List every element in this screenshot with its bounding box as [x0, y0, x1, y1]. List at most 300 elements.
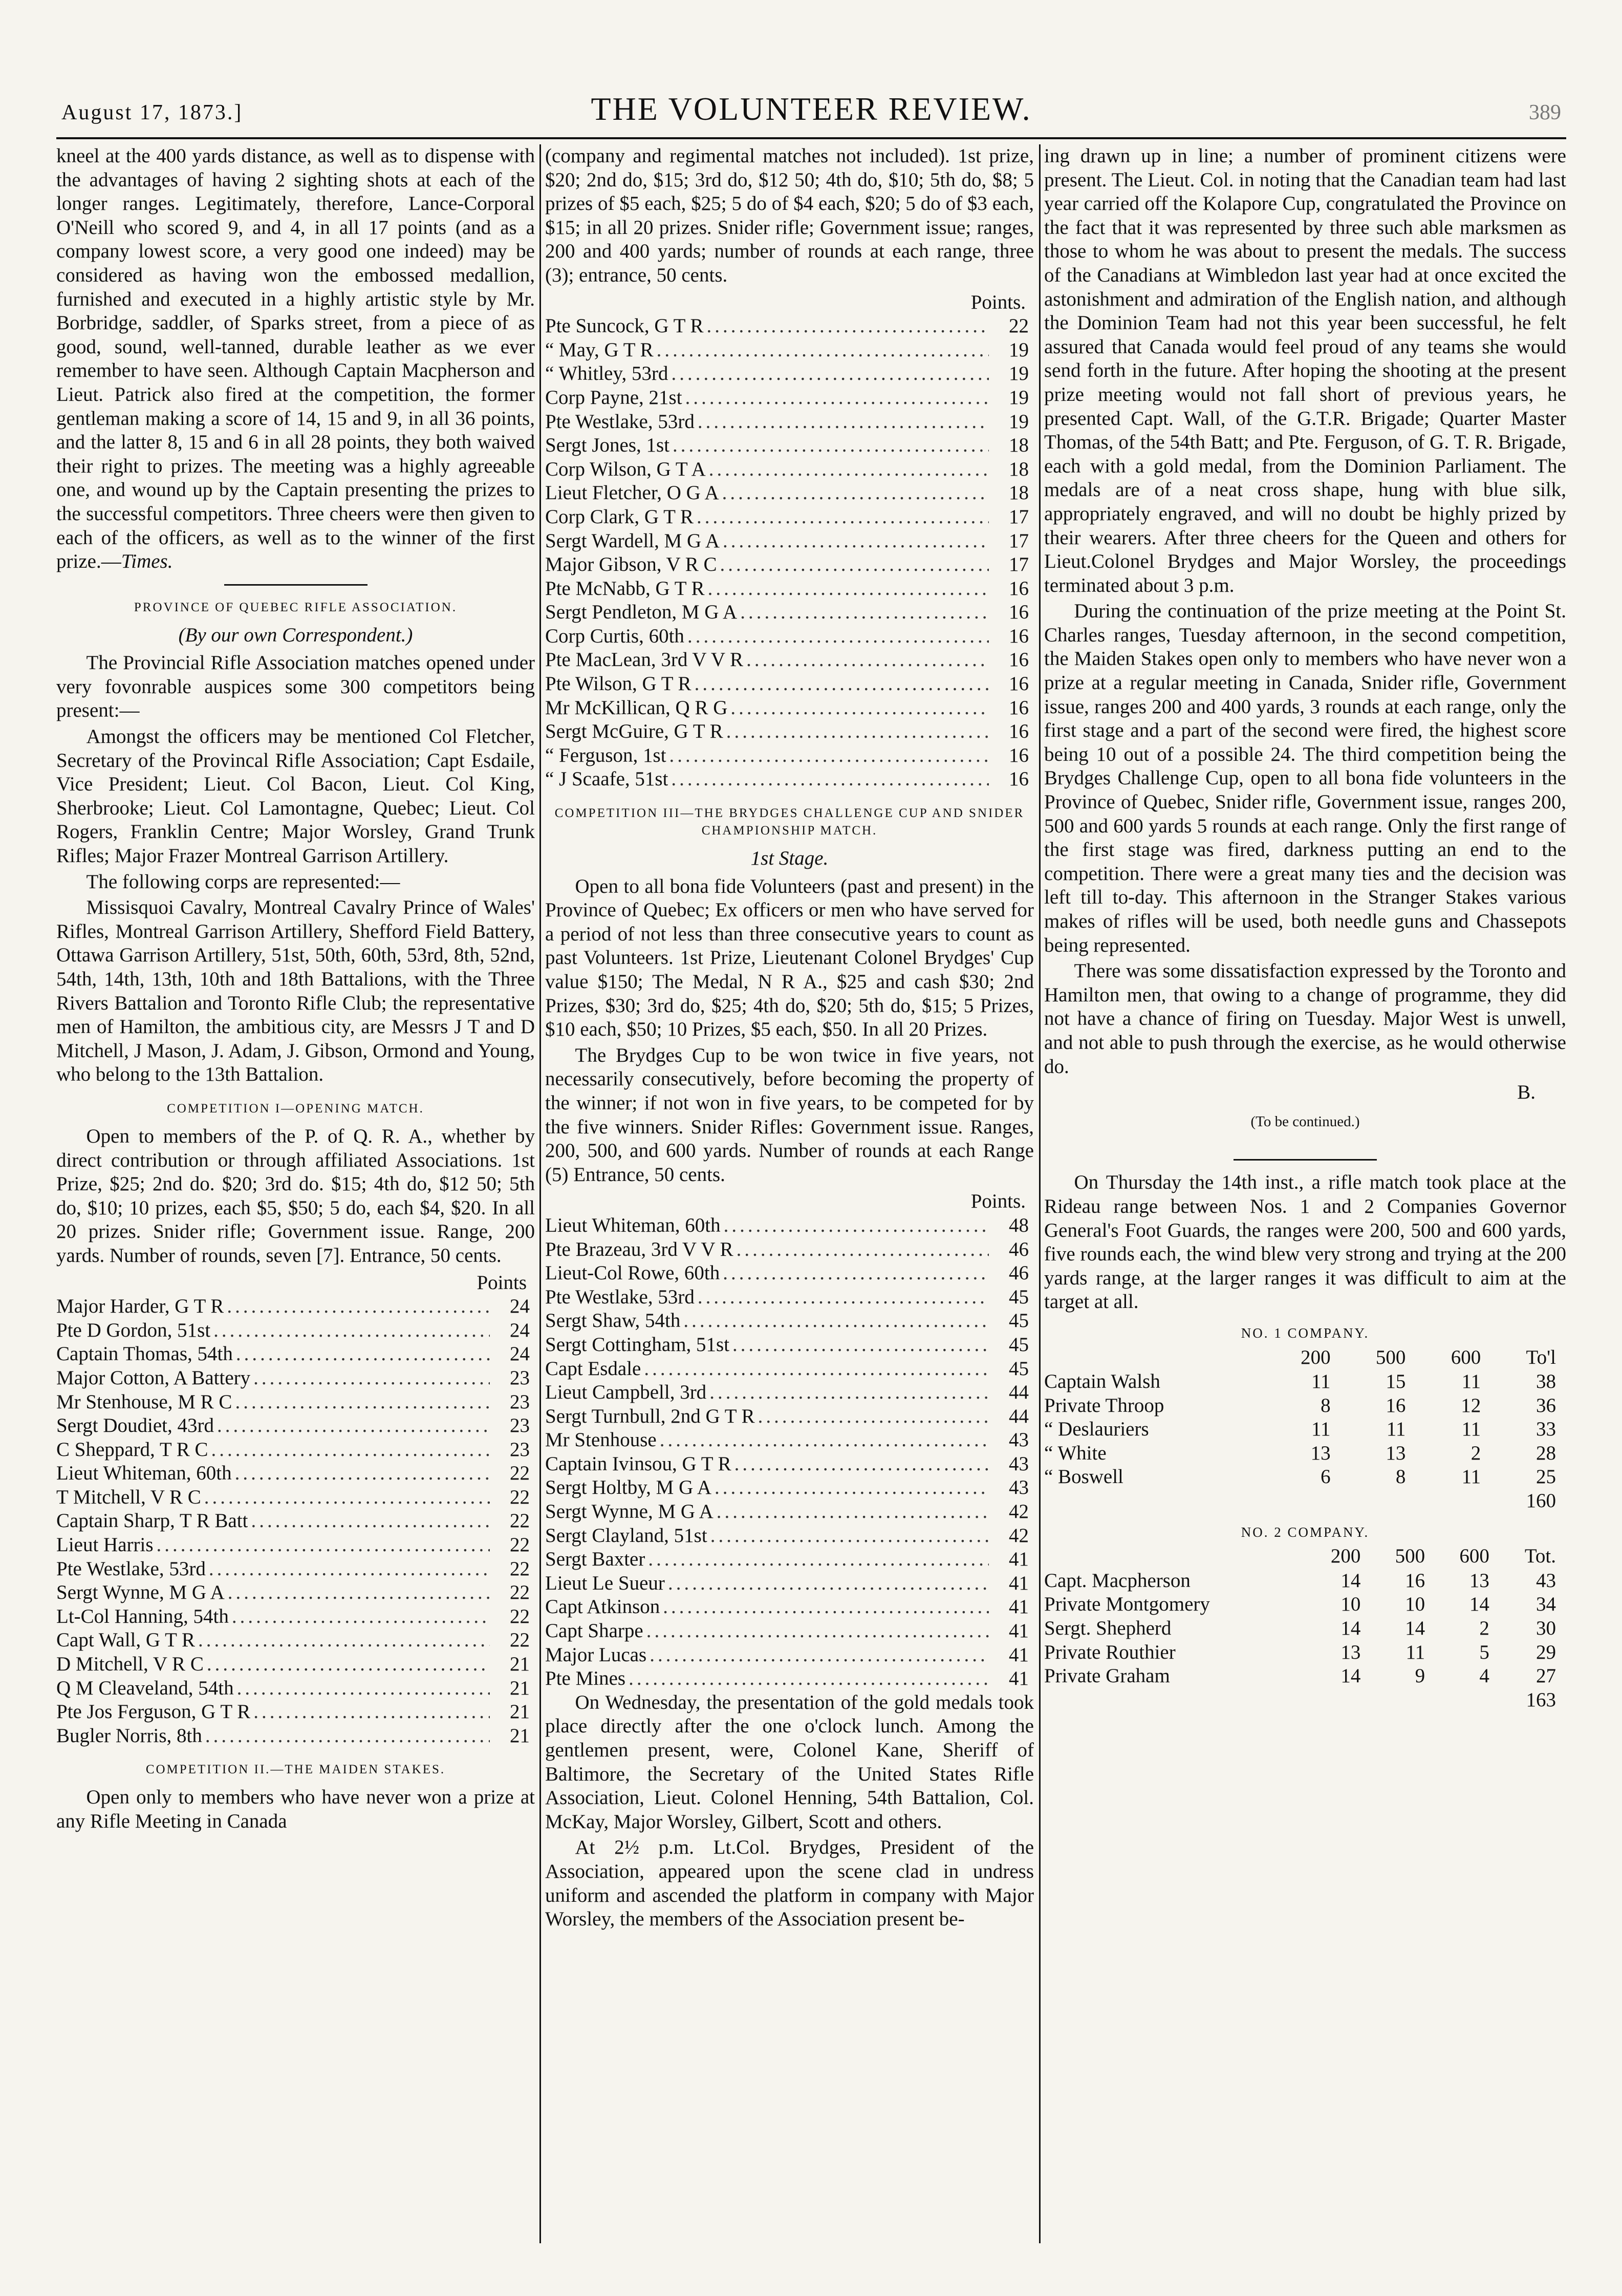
result-row — [545, 1309, 1034, 1333]
competitor-name: Pte Brazeau, 3rd V V R — [545, 1238, 733, 1260]
paragraph: During the continuation of the prize meeting at the Point St. Charles ranges, Tuesday afternoon, in the second competition, the Maiden Stakes open only to members who have never won a prize at a regular meeting in Canada, Snider rifle, Government issue, ranges 200 and 400 yards, 3 rounds at each range, only the first stage and a part of the second were fired, the highest score being 10 out of a possible 24. The third competition being the Brydges Challenge Cup, open to all bona fide volunteers in the Province of Quebec, Snider rifle, Government issue, ranges 200, 500 and 600 yards 5 rounds at each range. Only the first range of the first stage was fired, darkness putting an end to the competition. There were a great many ties and the decision was left till to-day. This afternoon in the Stranger Stakes various makes of rifles will be used, both needle guns and Chassepots being represented. — [1044, 600, 1566, 956]
result-row — [56, 1342, 535, 1366]
column-rule — [1039, 144, 1041, 2243]
leader-dots — [734, 1452, 989, 1476]
leader-dots — [708, 577, 989, 601]
score-cell: 11 — [1405, 1641, 1425, 1663]
section-divider — [224, 584, 367, 586]
competitor-name: Lieut Campbell, 3rd — [545, 1381, 707, 1404]
shooter-name: Captain Walsh — [1044, 1370, 1160, 1393]
result-row — [545, 1476, 1034, 1500]
result-row — [545, 720, 1034, 744]
competitor-name: Sergt Jones, 1st — [545, 434, 670, 457]
score-cell: 9 — [1415, 1665, 1425, 1687]
score-row — [1044, 1641, 1566, 1665]
competitor-points: 16 — [1009, 744, 1029, 766]
column-header: 600 — [1459, 1545, 1489, 1568]
result-row — [545, 672, 1034, 696]
result-row — [545, 1285, 1034, 1310]
competitor-points: 41 — [1009, 1667, 1029, 1690]
competitor-name: Mr McKillican, Q R G — [545, 696, 728, 719]
competitor-name: “ J Scaafe, 51st — [545, 768, 668, 790]
result-row — [545, 1500, 1034, 1524]
competition-heading: COMPETITION I—OPENING MATCH. — [167, 1101, 424, 1115]
leader-dots — [644, 1357, 989, 1381]
score-cell: 11 — [1386, 1418, 1406, 1441]
leader-dots — [732, 1333, 989, 1357]
competitor-points: 44 — [1009, 1381, 1029, 1404]
result-row — [545, 1428, 1034, 1452]
top-page-number: 389 — [1529, 101, 1561, 124]
competitor-name: Lieut Fletcher, O G A — [545, 482, 719, 504]
result-row — [545, 1548, 1034, 1572]
competitor-points: 16 — [1009, 601, 1029, 624]
score-row — [1044, 1394, 1566, 1418]
leader-dots — [198, 1628, 490, 1653]
result-row — [545, 1333, 1034, 1357]
result-row — [56, 1486, 535, 1510]
leader-dots — [687, 625, 989, 649]
shooter-name: “ Deslauriers — [1044, 1418, 1149, 1441]
column-1 — [56, 144, 535, 2243]
competitor-name: Sergt Cottingham, 51st — [545, 1333, 730, 1356]
results-list — [545, 314, 1034, 791]
byline: (By our own Correspondent.) — [178, 624, 413, 646]
points-header: Points. — [970, 1190, 1026, 1213]
competitor-points: 43 — [1009, 1429, 1029, 1451]
competitor-points: 45 — [1009, 1357, 1029, 1380]
result-row — [545, 1214, 1034, 1238]
leader-dots — [723, 529, 989, 553]
result-row — [545, 1381, 1034, 1405]
competitor-name: “ Whitley, 53rd — [545, 362, 668, 385]
leader-dots — [671, 767, 989, 791]
result-row — [545, 767, 1034, 791]
competition-rules: The Brydges Cup to be won twice in five years, not necessarily consecutively, before becoming the property of the winner; if not won in five years, to be competed for by the five winners. Snider Rifles: Government issue. Ranges, 200, 500, and 600 yards. Number of rounds at each Range (5) Entrance, 50 cents. — [545, 1044, 1034, 1186]
paragraph: ing drawn up in line; a number of prominent citizens were present. The Lieut. Col. in noting that the Canadian team had last year carried off the Kolapore Cup, congratulated the Province on the fact that it was represented by three such able marksmen as those to whom he was about to present the medals. The success of the Canadians at Wimbledon last year had at once excited the astonishment and admiration of the English nation, and although the Dominion Team had not this year been successful, he felt assured that Canada would feel proud of any teams she would send forth in the future. After hoping the shooting at the present prize meeting would not fall short of previous years, he presented Capt. Wall, of the G.T.R. Brigade; Quarter Master Thomas, of the 54th Batt; and Pte. Ferguson, of G. T. R. Brigade, each with a gold medal, from the Dominion Parliament. The medals are of a neat cross shape, hung with blue silk, appropriately engraved, and will no doubt be highly prized by their wearers. After three cheers for the Queen and others for Lieut.Colonel Brydges and Major Worsley, the proceedings terminated about 3 p.m. — [1044, 145, 1566, 596]
score-cell: 33 — [1536, 1418, 1556, 1441]
score-table-header — [1044, 1544, 1566, 1569]
competitor-points: 19 — [1009, 338, 1029, 361]
score-row — [1044, 1617, 1566, 1641]
competitor-points: 17 — [1009, 529, 1029, 552]
leader-dots — [671, 362, 989, 386]
leader-dots — [648, 1548, 989, 1572]
result-row — [545, 600, 1034, 625]
signature: B. — [1517, 1081, 1536, 1104]
competitor-name: Sergt Wynne, M G A — [56, 1581, 225, 1604]
column-header: 200 — [1301, 1346, 1331, 1368]
result-row — [545, 362, 1034, 386]
leader-dots — [697, 505, 989, 529]
score-cell: 38 — [1536, 1370, 1556, 1393]
score-cell: 13 — [1340, 1641, 1361, 1663]
leader-dots — [235, 1462, 490, 1486]
competitor-name: Lieut Le Sueur — [545, 1572, 665, 1594]
competitor-points: 21 — [510, 1677, 530, 1699]
score-cell: 15 — [1386, 1370, 1406, 1393]
competitor-name: C Sheppard, T R C — [56, 1438, 208, 1461]
competitor-points: 18 — [1009, 434, 1029, 457]
score-row — [1044, 1418, 1566, 1442]
score-row — [1044, 1664, 1566, 1688]
competitor-name: Capt Esdale — [545, 1357, 641, 1380]
competitor-name: Sergt Doudiet, 43rd — [56, 1414, 214, 1437]
competitor-name: Pte McNabb, G T R — [545, 577, 705, 599]
result-row — [56, 1533, 535, 1557]
score-cell: 28 — [1536, 1442, 1556, 1464]
competitor-points: 22 — [510, 1510, 530, 1532]
result-row — [545, 625, 1034, 649]
leader-dots — [217, 1414, 490, 1438]
leader-dots — [722, 481, 989, 505]
result-row — [545, 505, 1034, 529]
leader-dots — [668, 1572, 989, 1596]
paragraph: Amongst the officers may be mentioned Col Fletcher, Secretary of the Provincal Rifle Association; Capt Esdaile, Vice President; Lieut. Col Bacon, Lieut. Col King, Sherbrooke; Lieut. Col Lamontagne, Quebec; Lieut. Col Rogers, Franklin Centre; Major Worsley, Grand Trunk Rifles; Major Frazer Montreal Garrison Artillery. — [56, 725, 535, 867]
competition-heading: COMPETITION III—THE BRYDGES CHALLENGE CUP AND SNIDER CHAMPIONSHIP MATCH. — [554, 806, 1025, 838]
leader-dots — [730, 696, 989, 720]
leader-dots — [236, 1342, 490, 1366]
competitor-name: Sergt Wynne, M G A — [545, 1500, 713, 1523]
competitor-points: 48 — [1009, 1214, 1029, 1236]
competitor-name: Corp Curtis, 60th — [545, 625, 684, 647]
score-cell: 11 — [1311, 1418, 1331, 1441]
paragraph: The Provincial Rifle Association matches opened under very fovonrable auspices some 300 competitors being present:— — [56, 652, 535, 722]
competitor-points: 24 — [510, 1343, 530, 1365]
leader-dots — [758, 1405, 989, 1429]
leader-dots — [746, 648, 989, 672]
score-cell: 8 — [1395, 1466, 1406, 1488]
competitor-points: 16 — [1009, 720, 1029, 743]
publication-title: THE VOLUNTEER REVIEW. — [591, 91, 1032, 127]
leader-dots — [710, 1524, 989, 1548]
competitor-points: 23 — [510, 1390, 530, 1413]
column-header: 500 — [1395, 1545, 1425, 1568]
competitor-points: 22 — [1009, 315, 1029, 337]
score-cell: 12 — [1461, 1394, 1481, 1417]
leader-dots — [709, 458, 989, 482]
competitor-points: 24 — [510, 1319, 530, 1341]
header-rule — [56, 137, 1566, 139]
column-header: To'l — [1526, 1346, 1556, 1368]
competitor-name: Major Gibson, V R C — [545, 553, 717, 576]
competitor-points: 18 — [1009, 482, 1029, 504]
score-cell: 8 — [1321, 1394, 1331, 1417]
result-row — [56, 1724, 535, 1748]
issue-date: August 17, 1873.] — [61, 101, 243, 124]
competitor-name: Captain Thomas, 54th — [56, 1343, 233, 1365]
result-row — [545, 410, 1034, 434]
competitor-points: 16 — [1009, 696, 1029, 719]
score-cell: 11 — [1461, 1370, 1481, 1393]
leader-dots — [695, 672, 989, 696]
score-cell: 11 — [1461, 1466, 1481, 1488]
result-row — [56, 1390, 535, 1414]
competitor-name: Sergt McGuire, G T R — [545, 720, 723, 743]
column-3 — [1044, 144, 1566, 2243]
competitor-name: Sergt Turnbull, 2nd G T R — [545, 1405, 755, 1427]
shooter-name: Sergt. Shepherd — [1044, 1617, 1172, 1640]
result-row — [545, 1405, 1034, 1429]
competitor-name: Lieut Harris — [56, 1534, 154, 1556]
competitor-points: 17 — [1009, 553, 1029, 576]
score-cell: 14 — [1405, 1617, 1425, 1640]
score-cell: 27 — [1536, 1665, 1556, 1687]
competitor-name: Pte D Gordon, 51st — [56, 1319, 211, 1341]
competitor-name: Pte Westlake, 53rd — [56, 1557, 206, 1580]
results-list — [56, 1295, 535, 1748]
leader-dots — [207, 1653, 490, 1677]
leader-dots — [251, 1509, 490, 1533]
competitor-name: Pte Suncock, G T R — [545, 315, 704, 337]
competitor-name: Bugler Norris, 8th — [56, 1724, 202, 1747]
competitor-name: Captain Sharp, T R Batt — [56, 1510, 248, 1532]
result-row — [56, 1581, 535, 1605]
competitor-points: 44 — [1009, 1405, 1029, 1427]
result-row — [56, 1319, 535, 1343]
score-cell: 29 — [1536, 1641, 1556, 1663]
score-table — [1044, 1544, 1566, 1688]
company-total: 163 — [1526, 1688, 1556, 1711]
competitor-points: 43 — [1009, 1452, 1029, 1475]
competitor-points: 19 — [1009, 386, 1029, 409]
result-row — [545, 696, 1034, 720]
competitor-name: “ May, G T R — [545, 338, 654, 361]
competitor-points: 42 — [1009, 1500, 1029, 1523]
score-cell: 14 — [1340, 1665, 1361, 1687]
competitor-name: Mr Stenhouse, M R C — [56, 1390, 232, 1413]
competitor-name: Pte Jos Ferguson, G T R — [56, 1701, 251, 1723]
score-cell: 36 — [1536, 1394, 1556, 1417]
result-row — [545, 553, 1034, 577]
result-row — [545, 1667, 1034, 1691]
result-row — [56, 1628, 535, 1653]
competitor-points: 23 — [510, 1438, 530, 1461]
leader-dots — [726, 720, 989, 744]
score-cell: 25 — [1536, 1466, 1556, 1488]
stage-label: 1st Stage. — [750, 847, 829, 870]
competitor-name: Captain Ivinsou, G T R — [545, 1452, 731, 1475]
result-row — [56, 1557, 535, 1581]
leader-dots — [629, 1667, 989, 1691]
leader-dots — [669, 744, 989, 768]
competitor-points: 16 — [1009, 673, 1029, 695]
points-header: Points — [477, 1271, 527, 1294]
competitor-points: 45 — [1009, 1333, 1029, 1356]
leader-dots — [715, 1476, 989, 1500]
result-row — [545, 434, 1034, 458]
score-cell: 11 — [1311, 1370, 1331, 1393]
result-row — [545, 386, 1034, 410]
column-header: 600 — [1451, 1346, 1481, 1368]
column-2 — [545, 144, 1034, 2243]
column-header — [1044, 1544, 1307, 1569]
competitor-name: Lieut-Col Rowe, 60th — [545, 1262, 720, 1284]
leader-dots — [253, 1700, 490, 1724]
competitor-points: 21 — [510, 1653, 530, 1676]
leader-dots — [204, 1486, 490, 1510]
result-row — [56, 1653, 535, 1677]
article-source: Times. — [121, 550, 173, 573]
result-row — [56, 1605, 535, 1629]
shooter-name: “ White — [1044, 1442, 1107, 1464]
score-cell: 13 — [1469, 1569, 1489, 1592]
competitor-points: 41 — [1009, 1572, 1029, 1594]
competitor-points: 22 — [510, 1581, 530, 1604]
leader-dots — [698, 1285, 989, 1310]
result-row — [56, 1438, 535, 1462]
competitor-points: 23 — [510, 1414, 530, 1437]
competitor-points: 22 — [510, 1557, 530, 1580]
competitor-points: 22 — [510, 1462, 530, 1485]
competitor-name: Q M Cleaveland, 54th — [56, 1677, 234, 1699]
competitor-name: Capt Atkinson — [545, 1596, 660, 1618]
result-row — [545, 1595, 1034, 1619]
competitor-name: Major Harder, G T R — [56, 1295, 224, 1318]
competitor-name: Lieut Whiteman, 60th — [56, 1462, 232, 1485]
score-row — [1044, 1593, 1566, 1617]
leader-dots — [232, 1605, 490, 1629]
competitor-points: 23 — [510, 1366, 530, 1389]
competitor-points: 17 — [1009, 505, 1029, 528]
result-row — [545, 1572, 1034, 1596]
leader-dots — [211, 1438, 490, 1462]
competition-description: Open to members of the P. of Q. R. A., whether by direct contribution or through affiliated Associations. 1st Prize, $25; 2nd do. $20; 3rd do. $15; 4th do, $12 50; 5th do, $10; 10 prizes, each $5, $50; 5 do, each $4, $20. In all 20 prizes. Snider rifle; Government issue. Range, 200 yards. Number of rounds, seven [7]. Entrance, 50 cents. — [56, 1125, 535, 1267]
result-row — [545, 1619, 1034, 1643]
score-cell: 14 — [1340, 1569, 1361, 1592]
leader-dots — [720, 553, 989, 577]
score-cell: 14 — [1469, 1593, 1489, 1616]
result-row — [545, 1643, 1034, 1667]
competitor-name: Lieut Whiteman, 60th — [545, 1214, 721, 1236]
competitor-name: Pte Wilson, G T R — [545, 673, 691, 695]
paragraph: Missisquoi Cavalry, Montreal Cavalry Prince of Wales' Rifles, Montreal Garrison Artillery, Shefford Field Battery, Ottawa Garrison Artillery, 51st, 50th, 60th, 53rd, 8th, 52nd, 54th, 14th, 13th, 10th and 18th Battalions, with the Three Rivers Battalion and Toronto Rifle Club; the representative men of Hamilton, the ambitious city, are Messrs J T and D Mitchell, J Mason, J. Adam, J. Gibson, Ormond and Young, who belong to the 13th Battalion. — [56, 896, 535, 1086]
competitor-name: Corp Payne, 21st — [545, 386, 682, 409]
leader-dots — [723, 1261, 989, 1285]
paragraph: The following corps are represented:— — [86, 870, 400, 893]
leader-dots — [650, 1643, 989, 1667]
competitor-name: Sergt Clayland, 51st — [545, 1524, 707, 1547]
competitor-name: Capt Sharpe — [545, 1620, 643, 1642]
competitor-points: 19 — [1009, 362, 1029, 385]
result-row — [545, 1357, 1034, 1381]
competitor-name: Capt Wall, G T R — [56, 1629, 195, 1651]
score-cell: 34 — [1536, 1593, 1556, 1616]
score-cell: 16 — [1386, 1394, 1406, 1417]
competition-description: Open only to members who have never won a prize at any Rifle Meeting in Canada — [56, 1786, 535, 1832]
leader-dots — [707, 314, 989, 338]
column-header: 500 — [1375, 1346, 1406, 1368]
competitor-name: Corp Wilson, G T A — [545, 458, 706, 480]
results-list — [545, 1214, 1034, 1691]
column-header: Tot. — [1524, 1545, 1556, 1568]
competitor-points: 18 — [1009, 458, 1029, 480]
competitor-points: 21 — [510, 1724, 530, 1747]
leader-dots — [253, 1366, 490, 1390]
score-cell: 13 — [1386, 1442, 1406, 1464]
competitor-name: Pte Westlake, 53rd — [545, 410, 695, 433]
score-row — [1044, 1569, 1566, 1593]
result-row — [545, 481, 1034, 505]
competitor-name: Sergt Wardell, M G A — [545, 529, 720, 552]
score-cell: 10 — [1340, 1593, 1361, 1616]
competitor-points: 22 — [510, 1605, 530, 1627]
score-cell: 10 — [1405, 1593, 1425, 1616]
competitor-name: Sergt Baxter — [545, 1548, 645, 1571]
points-header: Points. — [970, 291, 1026, 313]
paragraph: At 2½ p.m. Lt.Col. Brydges, President of the Association, appeared upon the scene clad in undress uniform and ascended the platform in company with Major Worsley, the members of the Association present be- — [545, 1836, 1034, 1930]
score-cell: 2 — [1470, 1442, 1481, 1464]
competitor-points: 46 — [1009, 1238, 1029, 1260]
competitor-name: Sergt Pendleton, M G A — [545, 601, 738, 624]
leader-dots — [227, 1295, 490, 1319]
competitor-name: T Mitchell, V R C — [56, 1486, 201, 1508]
competitor-points: 22 — [510, 1629, 530, 1651]
competitor-points: 24 — [510, 1295, 530, 1318]
article-continuation — [56, 144, 535, 574]
competitor-points: 45 — [1009, 1310, 1029, 1332]
score-cell: 6 — [1321, 1466, 1331, 1488]
article-text: kneel at the 400 yards distance, as well as to dispense with the advantages of having 2 sighting shots at each of the longer ranges. Legitimately, therefore, Lance-Corporal O'Neill who scored 9, and 4, in all 17 points (and as a company lowest score, a very good one indeed) may be considered as having won the embossed medallion, furnished and executed in a highly artistic style by Mr. Borbridge, saddler, of Sparks street, from a piece of as good, sound, well-tanned, durable leather as we ever remember to have seen. Although Captain Macpherson and Lieut. Patrick also fired at the competition, the former gentleman making a score of 14, 15 and 9, in all 36 points, and the latter 8, 15 and 6 in all 28 points, they both waived their right to prizes. The meeting was a highly agreeable one, and wound up by the Captain presenting the prizes to the successful competitors. Three cheers were then given to each of the officers, as well as to the winner of the first prize.— — [56, 145, 535, 573]
leader-dots — [740, 600, 989, 625]
leader-dots — [660, 1428, 989, 1452]
competitor-points: 46 — [1009, 1262, 1029, 1284]
column-rule — [539, 144, 541, 2243]
column-header: 200 — [1330, 1545, 1361, 1568]
leader-dots — [724, 1214, 989, 1238]
competitor-points: 16 — [1009, 577, 1029, 599]
score-cell: 5 — [1479, 1641, 1489, 1663]
result-row — [56, 1677, 535, 1701]
leader-dots — [657, 338, 989, 362]
competitor-points: 16 — [1009, 768, 1029, 790]
leader-dots — [683, 1309, 989, 1333]
result-row — [545, 1452, 1034, 1476]
score-cell: 13 — [1310, 1442, 1331, 1464]
paragraph: On Thursday the 14th inst., a rifle match took place at the Rideau range between Nos. 1 and 2 Companies Governor General's Foot Guards, the ranges were 200, 500 and 600 yards, five rounds each, the wind blew very strong and trying at the 200 yards range, at the larger ranges it was difficult to aim at the target at all. — [1044, 1171, 1566, 1313]
competitor-points: 19 — [1009, 410, 1029, 433]
competitor-points: 22 — [510, 1486, 530, 1508]
result-row — [56, 1295, 535, 1319]
competition-description: (company and regimental matches not included). 1st prize, $20; 2nd do, $15; 3rd do, $12 50; 4th do, $10; 5th do, $8; 5 prizes of $5 each, $25; 5 do of $4 each, $20; 5 do of $3 each, $15; in all 20 prizes. Snider rifle; Government issue; ranges, 200 and 400 yards; number of rounds at each range, three (3); entrance, 50 cents. — [545, 145, 1034, 286]
competitor-points: 43 — [1009, 1476, 1029, 1499]
competitor-name: Corp Clark, G T R — [545, 505, 694, 528]
score-cell: 30 — [1536, 1617, 1556, 1640]
result-row — [545, 529, 1034, 553]
leader-dots — [213, 1319, 490, 1343]
score-row — [1044, 1442, 1566, 1466]
company-heading: NO. 1 COMPANY. — [1241, 1325, 1370, 1341]
leader-dots — [673, 434, 989, 458]
result-row — [545, 648, 1034, 672]
shooter-name: Private Routhier — [1044, 1641, 1176, 1663]
company-total: 160 — [1526, 1490, 1556, 1512]
competitor-name: Sergt Shaw, 54th — [545, 1310, 681, 1332]
leader-dots — [205, 1724, 490, 1748]
score-table-header — [1044, 1345, 1566, 1370]
competitor-name: Sergt Holtby, M G A — [545, 1476, 712, 1499]
competitor-points: 45 — [1009, 1285, 1029, 1308]
score-cell: 43 — [1536, 1569, 1556, 1592]
result-row — [545, 1261, 1034, 1285]
result-row — [56, 1414, 535, 1438]
shooter-name: Capt. Macpherson — [1044, 1569, 1191, 1592]
competitor-name: D Mitchell, V R C — [56, 1653, 204, 1676]
leader-dots — [235, 1390, 490, 1414]
competitor-name: Pte Westlake, 53rd — [545, 1285, 695, 1308]
section-divider — [1234, 1159, 1377, 1161]
result-row — [545, 577, 1034, 601]
